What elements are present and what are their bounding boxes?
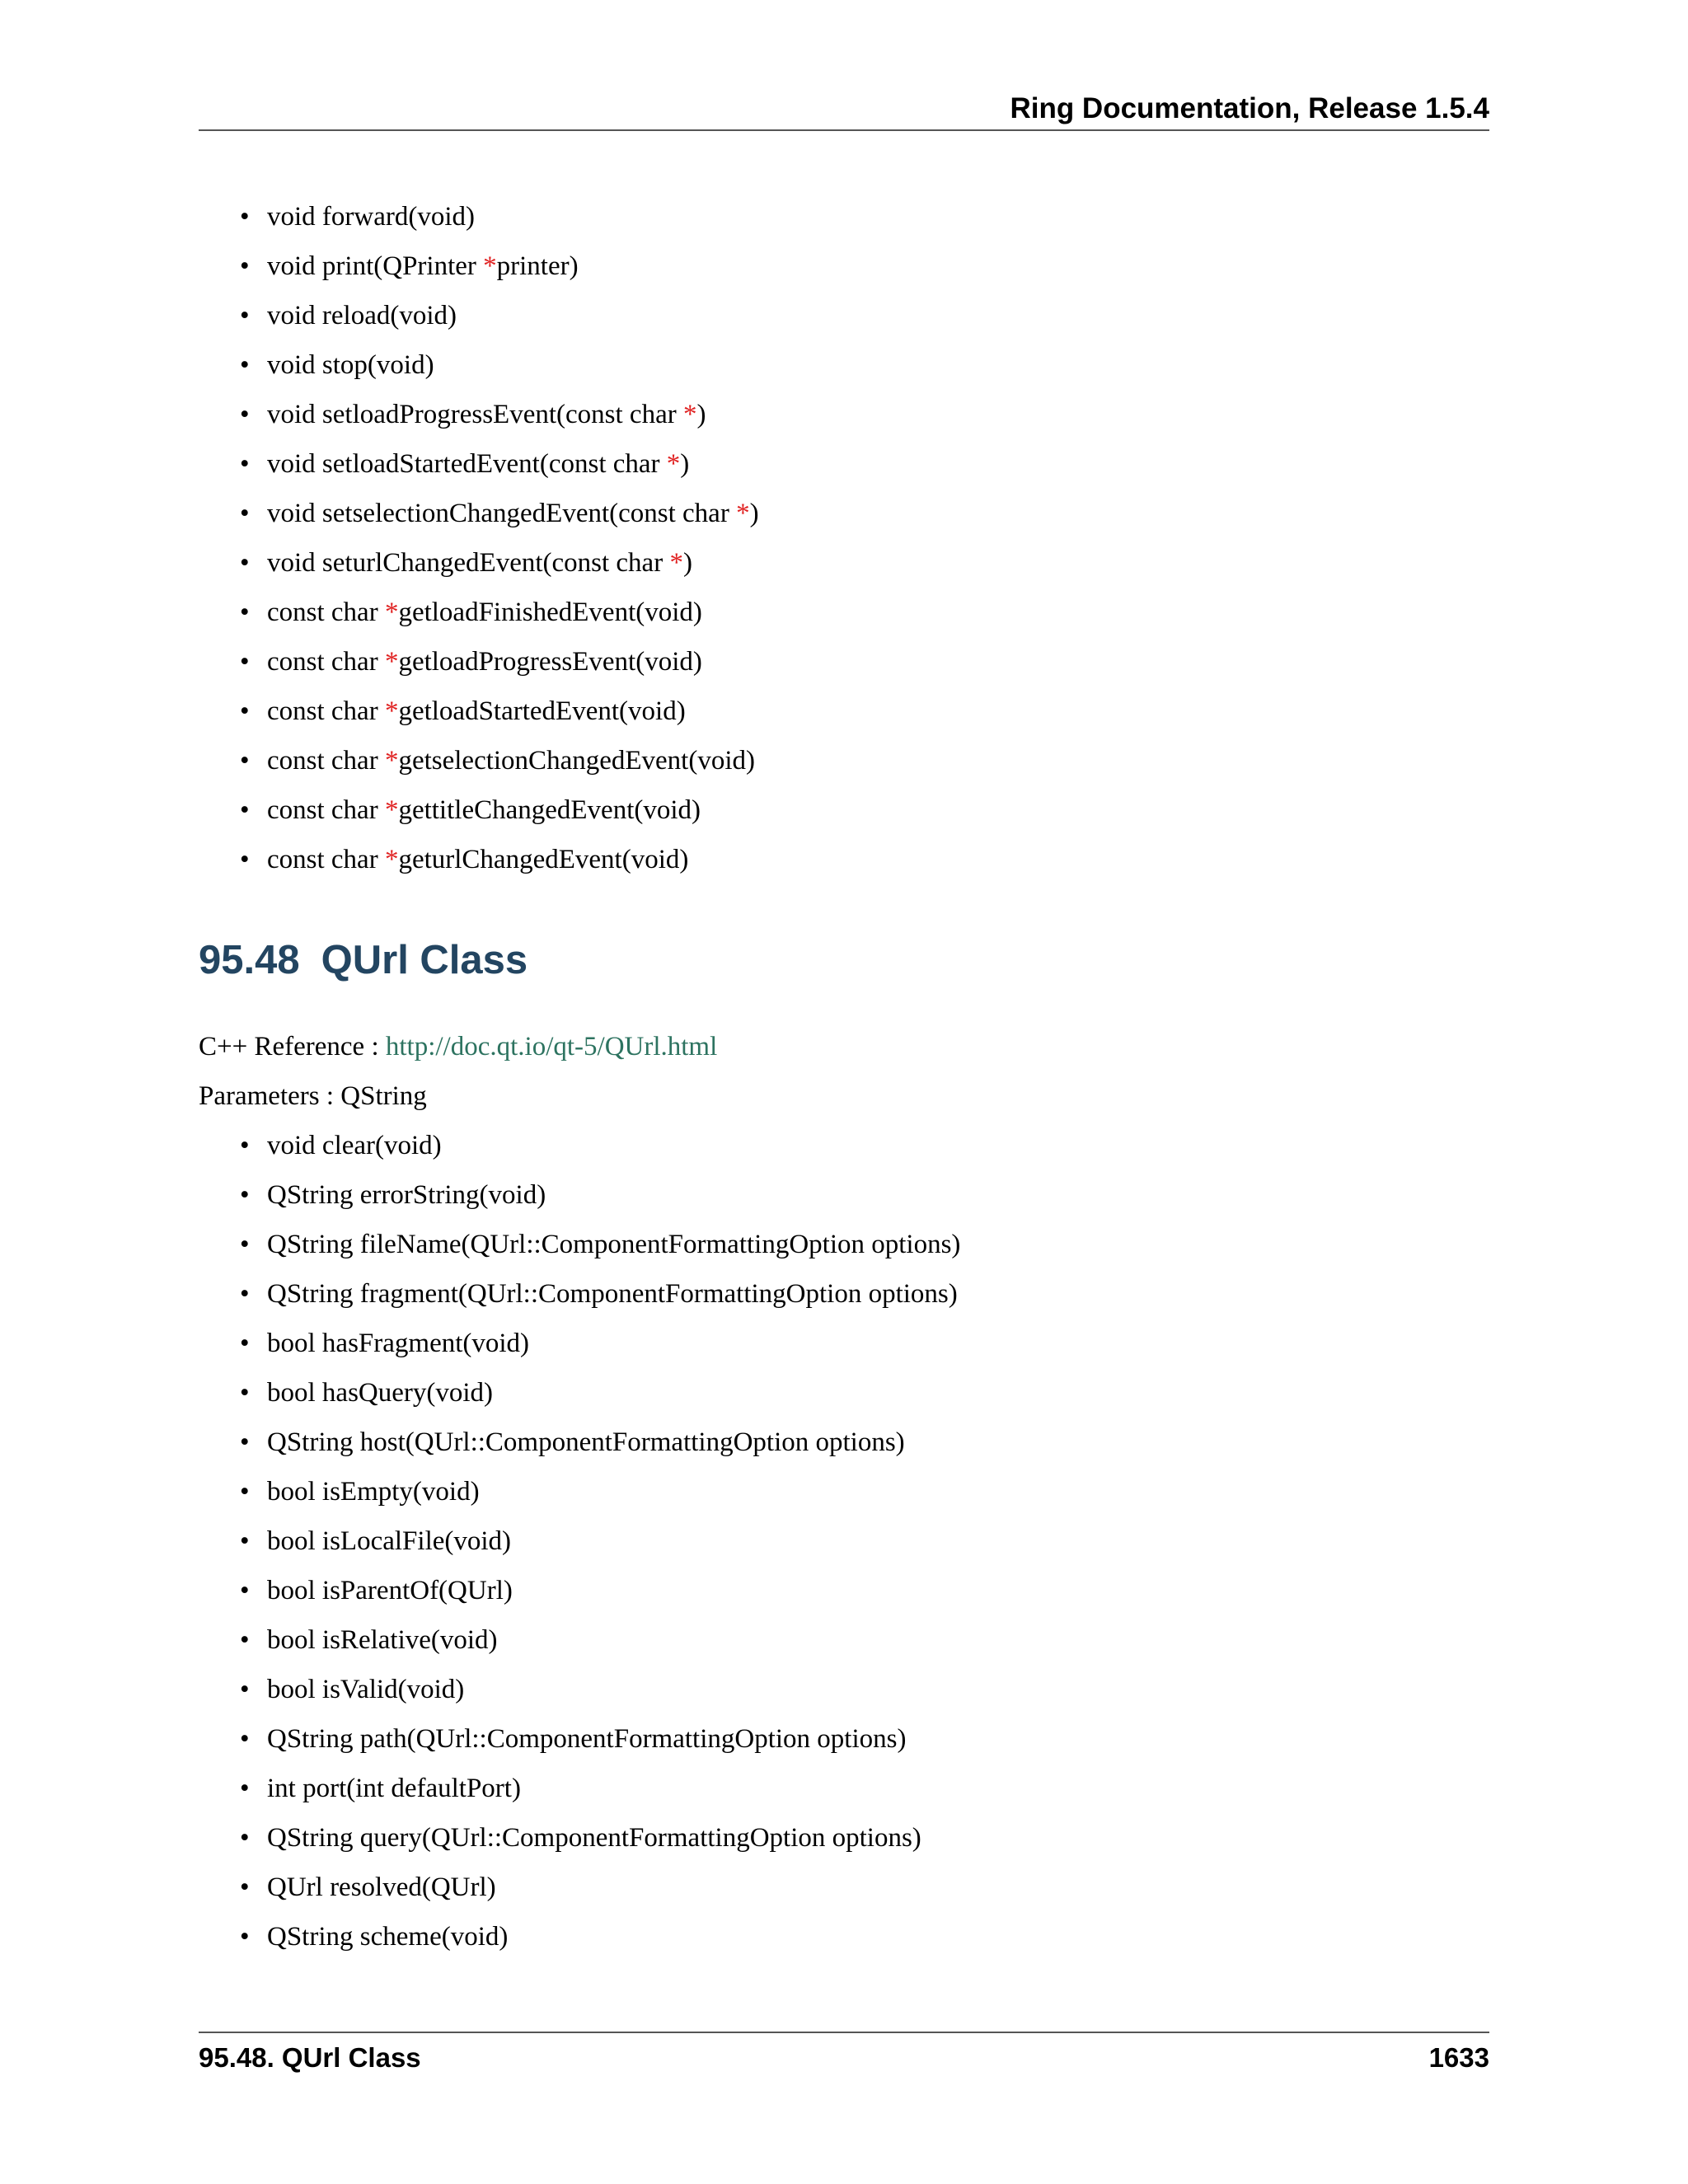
bullet: • bbox=[240, 696, 250, 726]
bullet: • bbox=[240, 400, 250, 429]
section-number: 95.48 bbox=[199, 938, 300, 982]
bullet: • bbox=[240, 1180, 250, 1210]
item-text: QString scheme(void) bbox=[267, 1922, 509, 1952]
header-rule bbox=[199, 129, 1489, 131]
item-text: int port(int defaultPort) bbox=[267, 1774, 521, 1803]
bullet: • bbox=[240, 1872, 250, 1902]
pointer-asterisk: * bbox=[384, 845, 399, 874]
bullet: • bbox=[240, 1477, 250, 1507]
pointer-asterisk: * bbox=[384, 647, 399, 677]
item-text: bool isLocalFile(void) bbox=[267, 1526, 512, 1556]
bullet: • bbox=[240, 449, 250, 479]
item-text: void forward(void) bbox=[267, 202, 476, 232]
item-text: QUrl resolved(QUrl) bbox=[267, 1872, 496, 1902]
item-text: void print(QPrinter bbox=[267, 251, 484, 281]
bullet: • bbox=[240, 647, 250, 677]
item-text-rest: printer) bbox=[496, 251, 579, 281]
item-text: QString path(QUrl::ComponentFormattingOption options) bbox=[267, 1724, 907, 1754]
bullet: • bbox=[240, 1131, 250, 1160]
item-text: const char bbox=[267, 795, 385, 825]
item-text-rest: ) bbox=[680, 449, 690, 479]
item-text: QString host(QUrl::ComponentFormattingOption options) bbox=[267, 1427, 905, 1457]
item-text: const char bbox=[267, 845, 385, 874]
item-text: QString fileName(QUrl::ComponentFormattingOption options) bbox=[267, 1230, 961, 1259]
pointer-asterisk: * bbox=[736, 499, 750, 528]
item-text: void setloadStartedEvent(const char bbox=[267, 449, 667, 479]
bullet: • bbox=[240, 1625, 250, 1655]
footer-rule bbox=[199, 2032, 1489, 2033]
bullet: • bbox=[240, 1427, 250, 1457]
item-text: QString fragment(QUrl::ComponentFormattingOption options) bbox=[267, 1279, 958, 1309]
bullet: • bbox=[240, 1576, 250, 1605]
bullet: • bbox=[240, 1279, 250, 1309]
item-text: bool isValid(void) bbox=[267, 1675, 465, 1704]
item-text: bool isParentOf(QUrl) bbox=[267, 1576, 513, 1605]
running-header: Ring Documentation, Release 1.5.4 bbox=[1010, 92, 1489, 124]
bullet: • bbox=[240, 1526, 250, 1556]
item-text-rest: getloadStartedEvent(void) bbox=[398, 696, 686, 726]
pointer-asterisk: * bbox=[384, 598, 399, 627]
bullet: • bbox=[240, 1774, 250, 1803]
bullet: • bbox=[240, 548, 250, 578]
item-text: const char bbox=[267, 598, 385, 627]
pointer-asterisk: * bbox=[682, 400, 697, 429]
bullet: • bbox=[240, 598, 250, 627]
item-text-rest: getloadProgressEvent(void) bbox=[398, 647, 702, 677]
item-text: const char bbox=[267, 647, 385, 677]
bullet: • bbox=[240, 1329, 250, 1358]
item-text: void reload(void) bbox=[267, 301, 457, 330]
pointer-asterisk: * bbox=[384, 746, 399, 776]
footer-section-label: 95.48. QUrl Class bbox=[199, 2042, 421, 2073]
item-text: void clear(void) bbox=[267, 1131, 442, 1160]
item-text: void setloadProgressEvent(const char bbox=[267, 400, 683, 429]
item-text: bool hasFragment(void) bbox=[267, 1329, 530, 1358]
pointer-asterisk: * bbox=[384, 696, 399, 726]
bullet: • bbox=[240, 251, 250, 281]
item-text-rest: getloadFinishedEvent(void) bbox=[398, 598, 702, 627]
item-text: bool isEmpty(void) bbox=[267, 1477, 480, 1507]
section-title-text: QUrl Class bbox=[321, 938, 528, 982]
item-text-rest: ) bbox=[696, 400, 706, 429]
cpp-reference-line bbox=[199, 1030, 717, 1063]
pointer-asterisk: * bbox=[669, 548, 683, 578]
item-text: void stop(void) bbox=[267, 350, 434, 380]
bullet: • bbox=[240, 1922, 250, 1952]
item-text: QString query(QUrl::ComponentFormattingOption options) bbox=[267, 1823, 921, 1853]
pointer-asterisk: * bbox=[666, 449, 681, 479]
item-text: QString errorString(void) bbox=[267, 1180, 546, 1210]
item-text: const char bbox=[267, 746, 385, 776]
bullet: • bbox=[240, 1230, 250, 1259]
item-text-rest: ) bbox=[749, 499, 759, 528]
item-text: void setselectionChangedEvent(const char bbox=[267, 499, 737, 528]
item-text-rest: ) bbox=[682, 548, 692, 578]
pointer-asterisk: * bbox=[483, 251, 497, 281]
item-text: void seturlChangedEvent(const char bbox=[267, 548, 670, 578]
bullet: • bbox=[240, 301, 250, 330]
item-text: bool hasQuery(void) bbox=[267, 1378, 494, 1408]
bullet: • bbox=[240, 845, 250, 874]
bullet: • bbox=[240, 202, 250, 232]
pointer-asterisk: * bbox=[384, 795, 399, 825]
page-number: 1633 bbox=[1428, 2042, 1489, 2073]
bullet: • bbox=[240, 795, 250, 825]
bullet: • bbox=[240, 746, 250, 776]
item-text: bool isRelative(void) bbox=[267, 1625, 498, 1655]
reference-label: C++ Reference : bbox=[199, 1032, 386, 1062]
bullet: • bbox=[240, 1823, 250, 1853]
item-text-rest: getselectionChangedEvent(void) bbox=[398, 746, 755, 776]
parameters-line: Parameters : QString bbox=[199, 1081, 427, 1111]
bullet: • bbox=[240, 1724, 250, 1754]
item-text: const char bbox=[267, 696, 385, 726]
item-text-rest: geturlChangedEvent(void) bbox=[398, 845, 689, 874]
bullet: • bbox=[240, 1675, 250, 1704]
item-text-rest: gettitleChangedEvent(void) bbox=[398, 795, 701, 825]
bullet: • bbox=[240, 1378, 250, 1408]
bullet: • bbox=[240, 499, 250, 528]
bullet: • bbox=[240, 350, 250, 380]
reference-link[interactable]: http://doc.qt.io/qt-5/QUrl.html bbox=[385, 1032, 718, 1062]
section-heading bbox=[199, 937, 528, 983]
